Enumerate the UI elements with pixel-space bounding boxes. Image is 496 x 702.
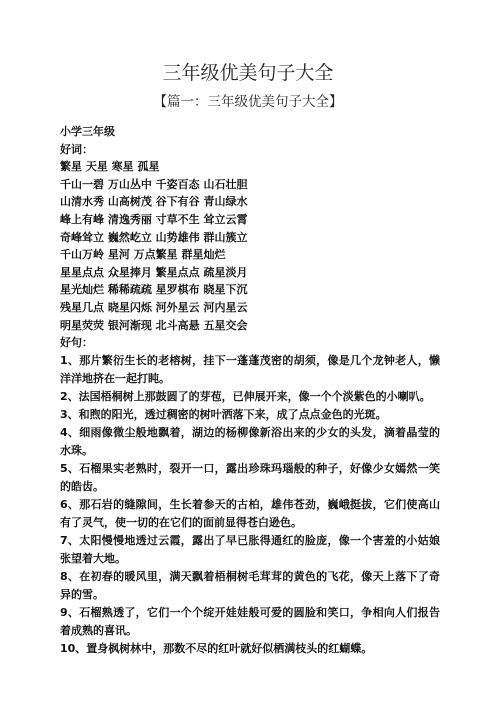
sentence-item: 5、石榴果实老熟时，裂开一口，露出珍珠玛瑙般的种子，好像少女嫣然一笑的皓齿。 xyxy=(60,461,440,493)
word-line: 繁星 天星 寒星 孤星 xyxy=(60,160,160,174)
document-subtitle: 【篇一：三年级优美句子大全】 xyxy=(153,94,343,110)
sentence-item: 9、石榴熟透了，它们一个个绽开娃娃般可爱的圆脸和笑口，争相向人们报告着成熟的喜讯。 xyxy=(60,605,440,637)
words-heading: 好词： xyxy=(60,142,93,156)
word-line: 星星点点 众星捧月 繁星点点 疏星淡月 xyxy=(60,265,248,279)
sentence-item: 8、在初春的暖风里，满天飘着梧桐树毛茸茸的黄色的飞花，像天上落下了奇异的雪。 xyxy=(60,569,440,601)
sentence-item: 1、那片繁衍生长的老榕树，挂下一蓬蓬茂密的胡须，像是几个龙钟老人，懒洋洋地挤在一起打盹。 xyxy=(60,353,440,385)
word-line: 星光灿烂 稀稀疏疏 星罗棋布 晓星下沉 xyxy=(60,283,248,297)
word-line: 奇峰耸立 巍然屹立 山势雄伟 群山簇立 xyxy=(60,230,248,244)
sentence-item: 6、那石岩的缝隙间，生长着参天的古柏，雄伟苍劲，巍峨挺拔，它们使高山有了灵气，使一切的在它们的面前显得苍白逊色。 xyxy=(60,497,440,529)
word-line: 残星几点 晓星闪烁 河外星云 河内星云 xyxy=(60,300,248,314)
sentence-item: 10、置身枫树林中，那数不尽的红叶就好似栖满枝头的红蝴蝶。 xyxy=(60,641,373,655)
word-line: 千山万岭 星河 万点繁星 群星灿烂 xyxy=(60,248,226,262)
sentence-item: 3、和煦的阳光，透过稠密的树叶洒落下来，成了点点金色的光斑。 xyxy=(60,407,387,421)
word-line: 千山一碧 万山丛中 千姿百态 山石壮胆 xyxy=(60,177,248,191)
sentence-item: 4、细雨像微尘般地飘着，湖边的杨柳像新浴出来的少女的头发，滴着晶莹的水珠。 xyxy=(60,425,440,457)
word-line: 峰上有峰 清逸秀丽 寸草不生 耸立云霄 xyxy=(60,212,248,226)
word-line: 山清水秀 山高树茂 谷下有谷 青山绿水 xyxy=(60,195,248,209)
word-line: 明星荧荧 银河渐现 北斗高悬 五星交会 xyxy=(60,318,248,332)
sentences-heading: 好句： xyxy=(60,336,93,350)
section-heading: 小学三年级 xyxy=(60,125,115,138)
sentence-item: 7、太阳慢慢地透过云霞，露出了早已胀得通红的脸庞，像一个害羞的小姑娘张望着大地。 xyxy=(60,533,440,565)
document-body xyxy=(60,123,440,658)
sentence-item: 2、法国梧桐树上那鼓圆了的芽苞，已伸展开来，像一个个淡紫色的小喇叭。 xyxy=(60,389,431,403)
document-title: 三年级优美句子大全 xyxy=(162,62,334,84)
